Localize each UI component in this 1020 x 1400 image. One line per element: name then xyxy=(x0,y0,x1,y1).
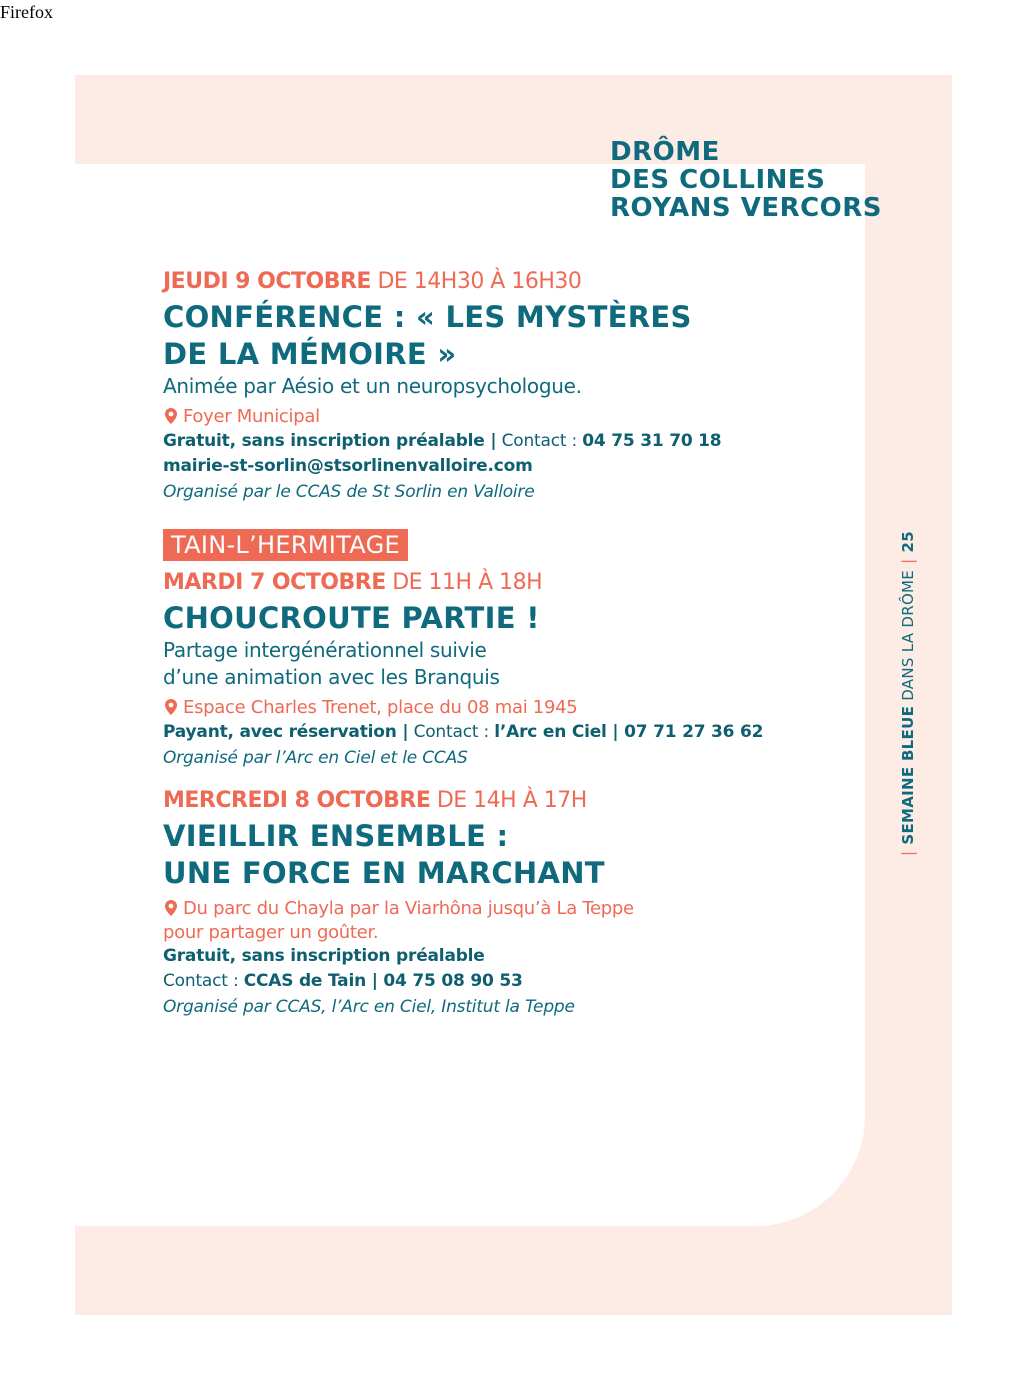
event-email: mairie-st-sorlin@stsorlinenvalloire.com xyxy=(163,456,533,476)
side-title-strong: SEMAINE BLEUE xyxy=(899,705,917,845)
location-pin-icon xyxy=(163,698,179,716)
event-subtitle-line: Partage intergénérationnel suivie xyxy=(163,638,487,662)
event-date: MARDI 7 OCTOBRE DE 11H À 18H xyxy=(163,570,543,595)
event-location xyxy=(163,695,823,720)
event-conference xyxy=(163,268,823,505)
page-number: 25 xyxy=(899,531,917,553)
event-subtitle: Animée par Aésio et un neuropsychologue. xyxy=(163,374,582,398)
location-pin-icon xyxy=(163,407,179,425)
event-organizer: Organisé par CCAS, l’Arc en Ciel, Institut la Teppe xyxy=(163,997,575,1017)
event-info: Gratuit, sans inscription préalable xyxy=(163,946,485,966)
event-choucroute xyxy=(163,569,823,771)
event-date: JEUDI 9 OCTOBRE DE 14H30 À 16H30 xyxy=(163,269,582,294)
town-section xyxy=(163,529,823,561)
location-text: Du parc du Chayla par la Viarhôna jusqu’à La Teppe xyxy=(183,898,634,919)
event-location xyxy=(163,404,823,429)
event-title xyxy=(163,299,823,373)
location-pin-icon xyxy=(163,899,179,917)
event-contact: Contact : CCAS de Tain | 04 75 08 90 53 xyxy=(163,971,523,991)
region-line-2: DES COLLINES xyxy=(610,165,826,195)
region-title xyxy=(610,138,882,222)
events-content xyxy=(163,268,823,1020)
event-title xyxy=(163,818,823,892)
event-subtitle xyxy=(163,637,823,691)
divider: | xyxy=(899,558,917,564)
region-line-1: DRÔME xyxy=(610,137,720,167)
event-subtitle-line: d’une animation avec les Branquis xyxy=(163,665,500,689)
event-title-line: DE LA MÉMOIRE » xyxy=(163,337,457,371)
event-title-line: CONFÉRENCE : « LES MYSTÈRES xyxy=(163,300,692,334)
event-organizer: Organisé par l’Arc en Ciel et le CCAS xyxy=(163,748,468,768)
event-title-line: VIEILLIR ENSEMBLE : xyxy=(163,819,509,853)
event-title-line: UNE FORCE EN MARCHANT xyxy=(163,856,605,890)
region-line-3: ROYANS VERCORS xyxy=(610,193,883,223)
event-title-line: CHOUCROUTE PARTIE ! xyxy=(163,601,540,635)
event-info: Payant, avec réservation | Contact : l’Arc en Ciel | 07 71 27 36 62 xyxy=(163,722,764,742)
divider: | xyxy=(899,850,917,856)
event-date: MERCREDI 8 OCTOBRE DE 14H À 17H xyxy=(163,788,587,813)
event-location xyxy=(163,896,823,921)
event-organizer: Organisé par le CCAS de St Sorlin en Valloire xyxy=(163,482,535,502)
event-vieillir xyxy=(163,787,823,1020)
location-text: Foyer Municipal xyxy=(183,406,320,427)
side-title-rest: DANS LA DRÔME xyxy=(899,569,917,706)
town-badge: TAIN-L’HERMITAGE xyxy=(163,529,408,561)
event-info: Gratuit, sans inscription préalable | Contact : 04 75 31 70 18 xyxy=(163,431,722,451)
browser-label: Firefox xyxy=(0,2,53,22)
location-text: Espace Charles Trenet, place du 08 mai 1945 xyxy=(183,697,578,718)
side-running-title xyxy=(898,531,918,862)
event-location-continued: pour partager un goûter. xyxy=(163,922,379,943)
event-title xyxy=(163,600,823,637)
